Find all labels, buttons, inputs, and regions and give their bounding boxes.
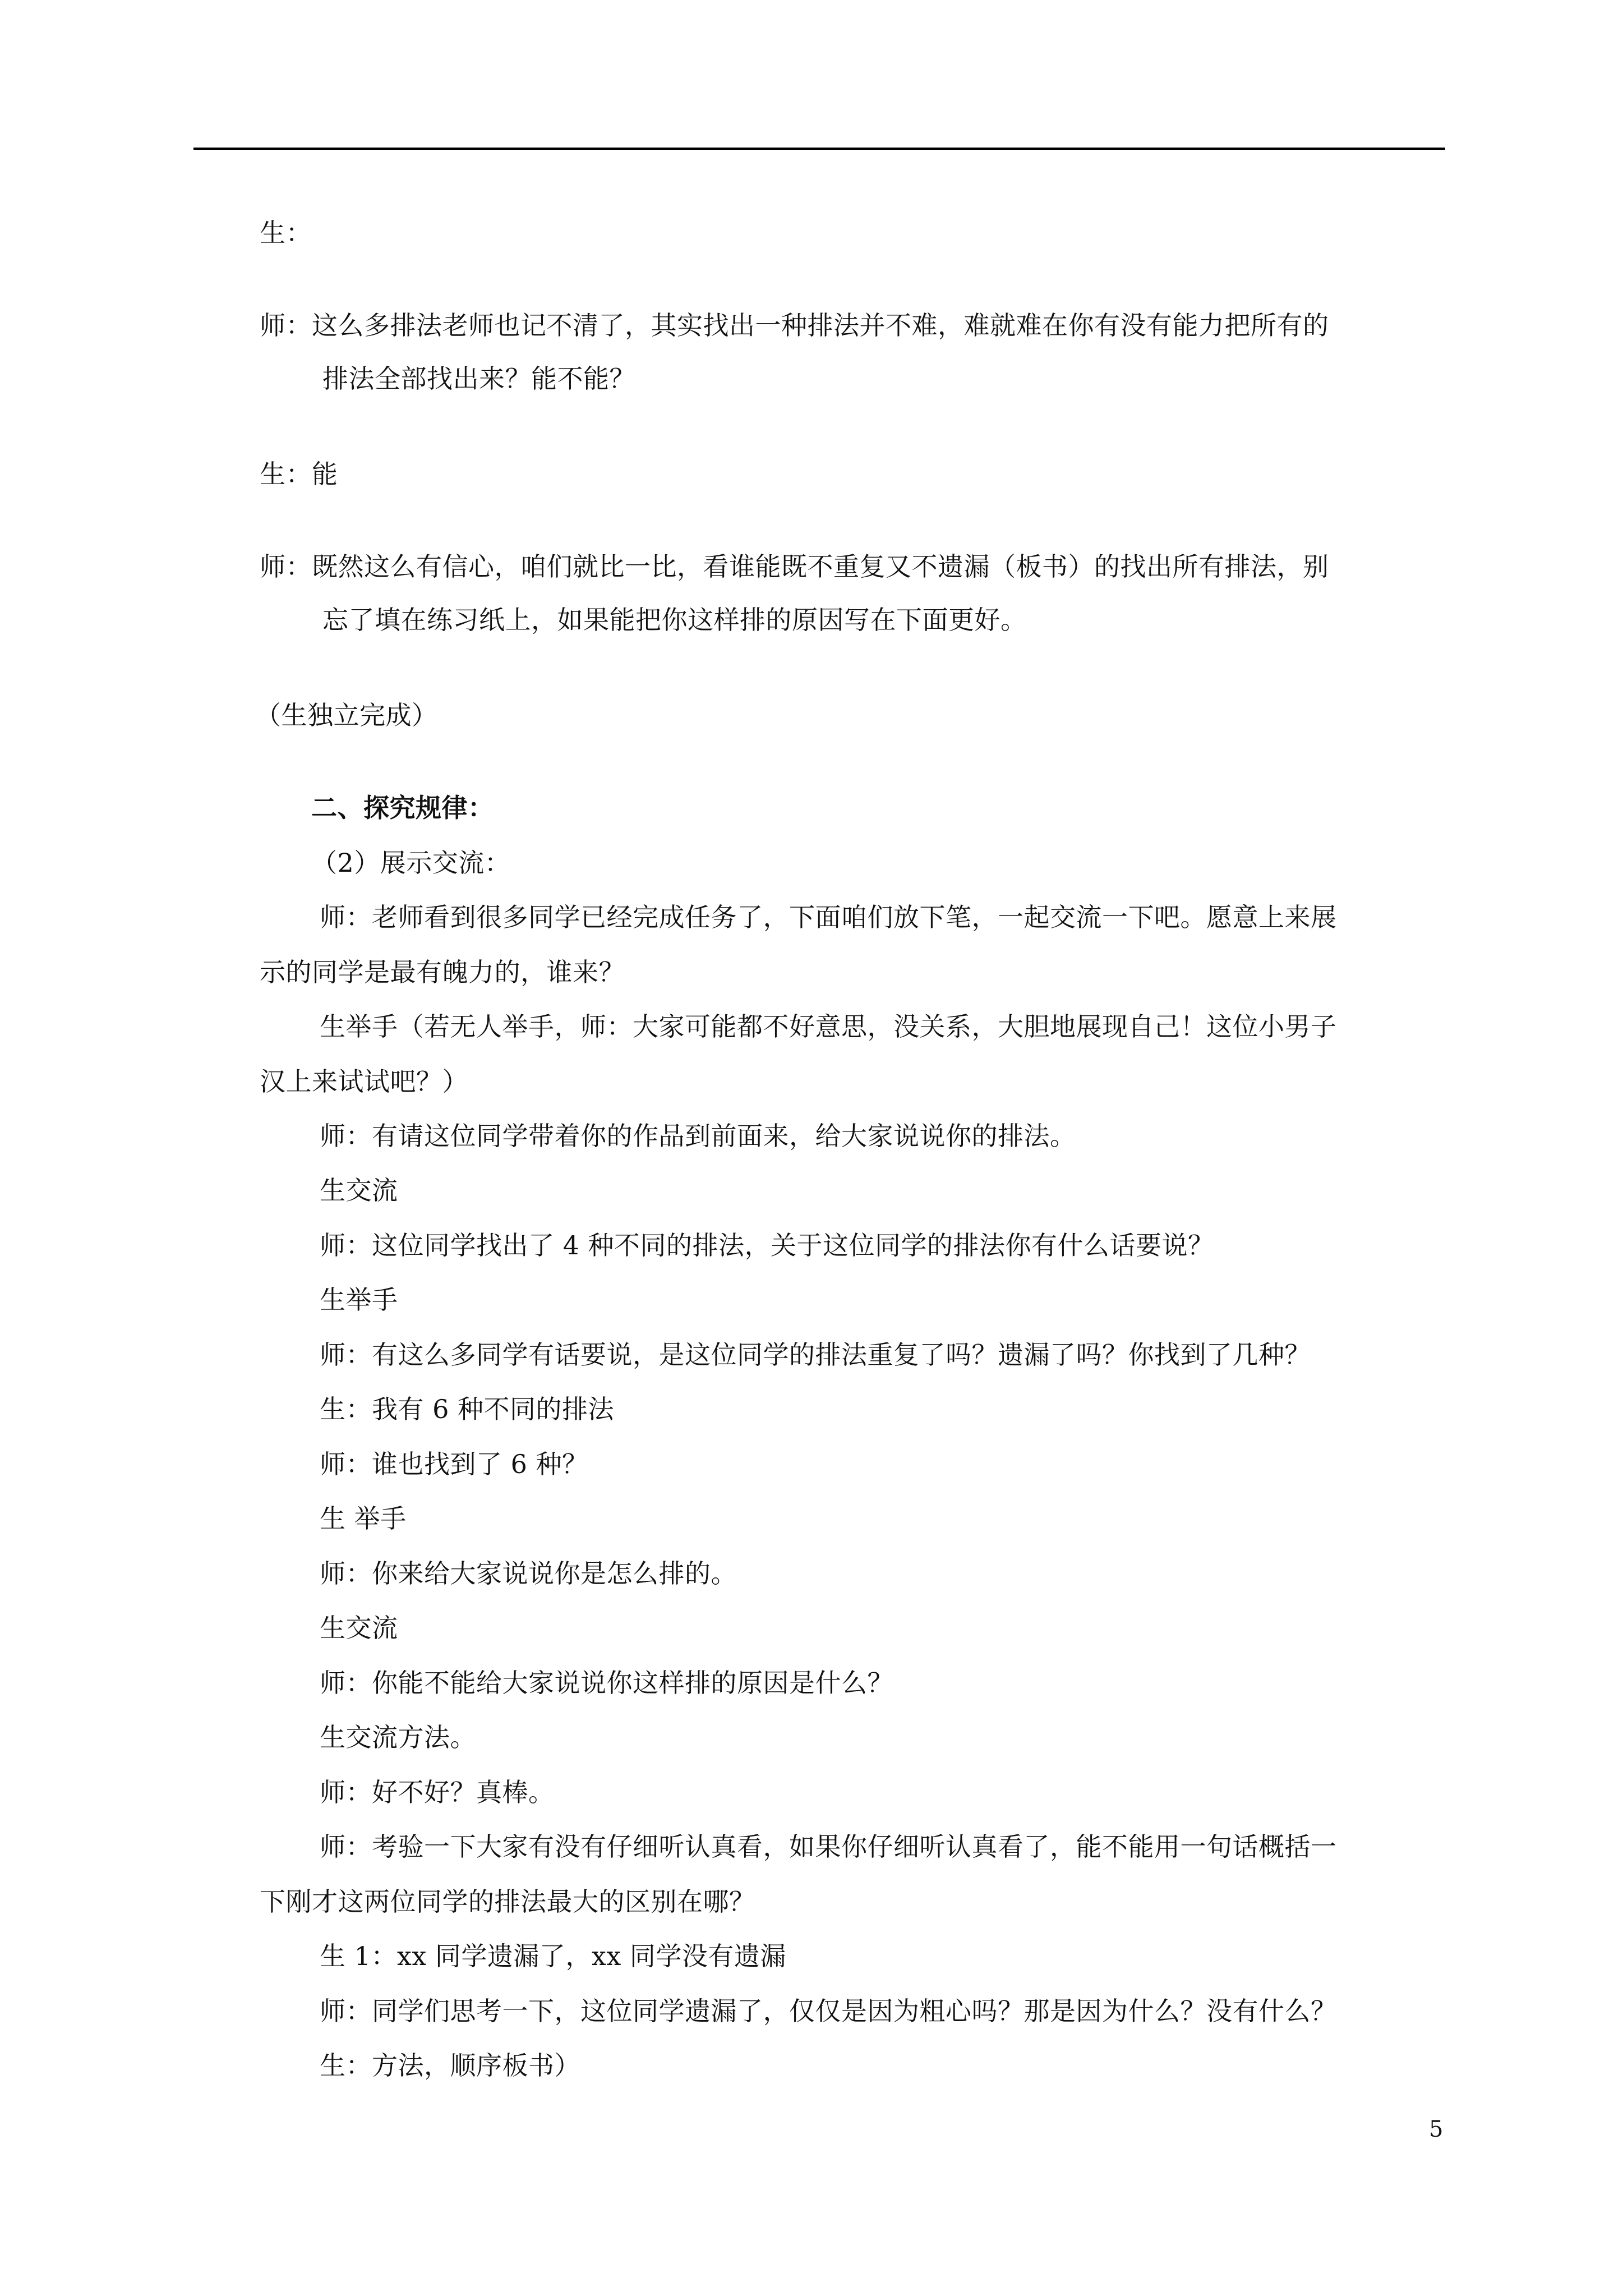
section-heading: 二、探究规律： [311, 793, 494, 823]
text-line: 师：好不好？真棒。 [320, 1777, 555, 1807]
header-rule [193, 148, 1445, 150]
text-line: 生：能 [260, 459, 338, 489]
page-number: 5 [1429, 2116, 1444, 2142]
text-line: 师：同学们思考一下，这位同学遗漏了，仅仅是因为粗心吗？那是因为什么？没有什么？ [320, 1996, 1337, 2026]
text-line: 师：谁也找到了 6 种？ [320, 1449, 588, 1479]
text-line: 师：老师看到很多同学已经完成任务了，下面咱们放下笔，一起交流一下吧。愿意上来展 [320, 902, 1337, 932]
text-line: 汉上来试试吧？） [260, 1066, 468, 1097]
text-line: 生交流方法。 [320, 1722, 476, 1752]
text-line: 生举手（若无人举手，师：大家可能都不好意思，没关系，大胆地展现自己！这位小男子 [320, 1011, 1337, 1042]
subsection-heading: （2）展示交流： [311, 848, 511, 878]
text-line: 生：我有 6 种不同的排法 [320, 1394, 615, 1424]
text-line: 生： [260, 218, 312, 248]
text-line: 生 1：xx 同学遗漏了，xx 同学没有遗漏 [320, 1941, 786, 1971]
text-line: 生：方法，顺序板书） [320, 2050, 580, 2081]
text-line: 师：既然这么有信心，咱们就比一比，看谁能既不重复又不遗漏（板书）的找出所有排法，别 [260, 551, 1329, 582]
text-line: 师：有这么多同学有话要说，是这位同学的排法重复了吗？遗漏了吗？你找到了几种？ [320, 1340, 1311, 1370]
text-line: 师：考验一下大家有没有仔细听认真看，如果你仔细听认真看了，能不能用一句话概括一 [320, 1832, 1337, 1862]
text-line: （生独立完成） [255, 700, 438, 730]
text-line: 忘了填在练习纸上，如果能把你这样排的原因写在下面更好。 [322, 605, 1027, 635]
text-line: 生举手 [320, 1285, 398, 1315]
text-line: 生交流 [320, 1613, 398, 1643]
text-line: 下刚才这两位同学的排法最大的区别在哪？ [260, 1887, 755, 1917]
text-line: 师：你来给大家说说你是怎么排的。 [320, 1558, 737, 1589]
text-line: 师：有请这位同学带着你的作品到前面来，给大家说说你的排法。 [320, 1121, 1076, 1151]
text-line: 生 举手 [320, 1503, 407, 1534]
text-line: 示的同学是最有魄力的，谁来？ [260, 957, 625, 987]
text-line: 师：这么多排法老师也记不清了，其实找出一种排法并不难，难就难在你有没有能力把所有的 [260, 310, 1329, 341]
text-line: 生交流 [320, 1175, 398, 1205]
text-line: 排法全部找出来？能不能？ [322, 364, 635, 394]
text-line: 师：这位同学找出了 4 种不同的排法，关于这位同学的排法你有什么话要说？ [320, 1230, 1214, 1260]
text-line: 师：你能不能给大家说说你这样排的原因是什么？ [320, 1668, 893, 1698]
